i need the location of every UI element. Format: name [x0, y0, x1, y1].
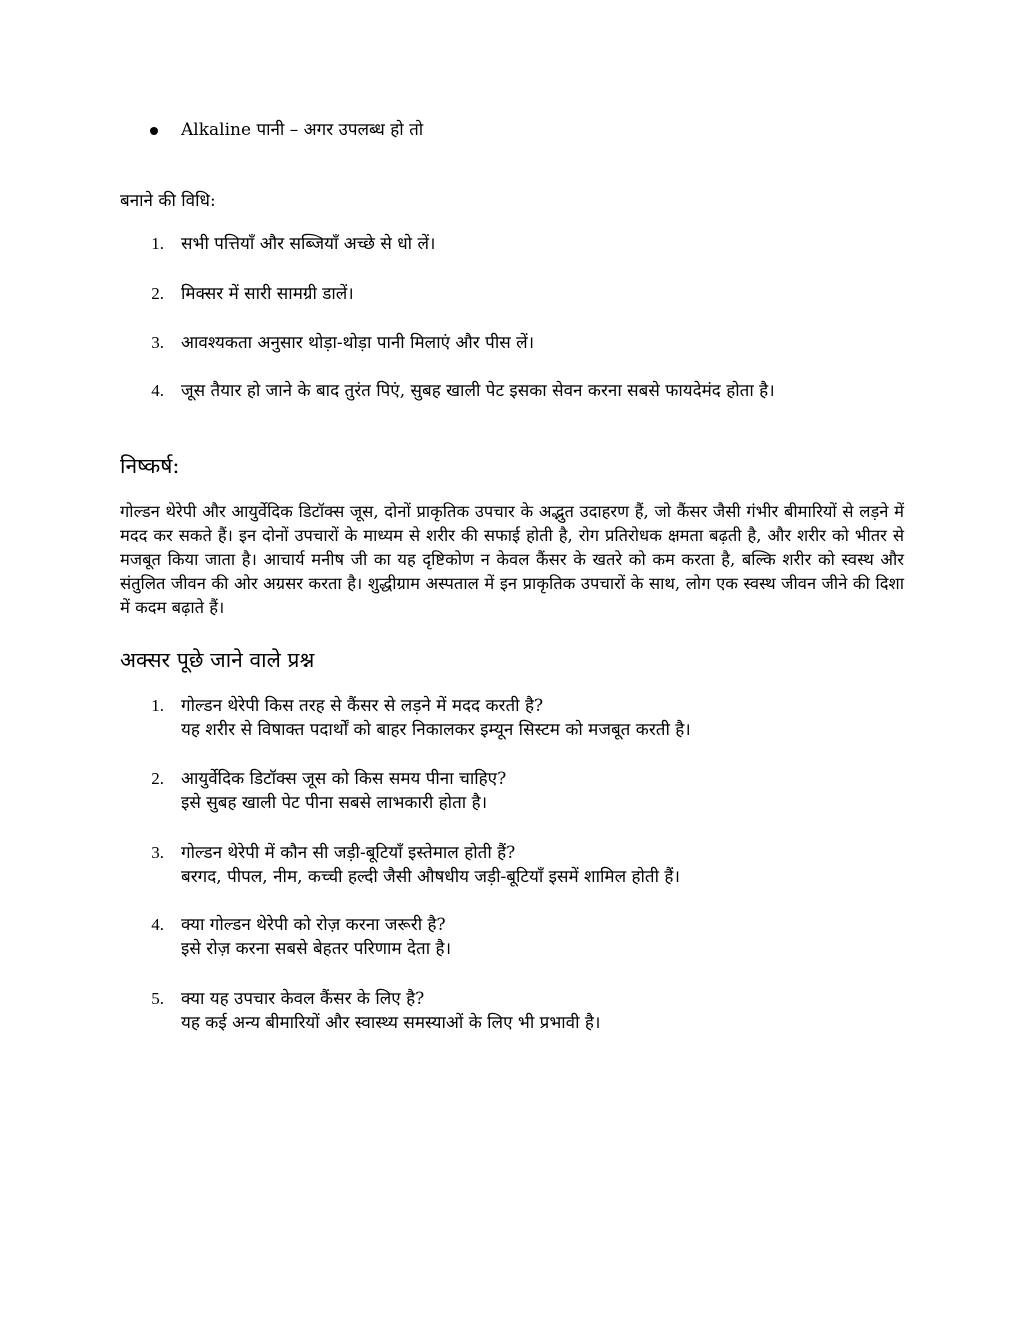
faq-question: आयुर्वेदिक डिटॉक्स जूस को किस समय पीना चाहिए?	[181, 769, 507, 789]
faq-number: 3.	[151, 843, 164, 862]
conclusion-paragraph: गोल्डन थेरेपी और आयुर्वेदिक डिटॉक्स जूस, दोनों प्राकृतिक उपचार के अद्भुत उदाहरण हैं, जो कैंसर जैसी गंभीर बीमारियों से लड़ने में मदद कर सकते हैं। इन दोनों उपचारों के माध्यम से शरीर की सफाई होती है, रोग प्रतिरोधक क्षमता बढ़ती है, और शरीर को भीतर से मजबूत किया जाता है। आचार्य मनीष जी का यह दृष्टिकोण न केवल कैंसर के खतरे को कम करता है, बल्कि शरीर को स्वस्थ और संतुलित जीवन की ओर अग्रसर करता है। शुद्धीग्राम अस्पताल में इन प्राकृतिक उपचारों के साथ, लोग एक स्वस्थ जीवन जीने की दिशा में कदम बढ़ाते हैं।	[120, 502, 904, 617]
faq-question: गोल्डन थेरेपी में कौन सी जड़ी-बूटियाँ इस्तेमाल होती हैं?	[181, 843, 516, 863]
faq-question: क्या गोल्डन थेरेपी को रोज़ करना जरूरी है?	[181, 915, 446, 935]
step-text: सभी पत्तियाँ और सब्जियाँ अच्छे से धो लें।	[181, 234, 436, 254]
step-text: जूस तैयार हो जाने के बाद तुरंत पिएं, सुबह खाली पेट इसका सेवन करना सबसे फायदेमंद होता है।	[181, 381, 775, 401]
faq-heading: अक्सर पूछे जाने वाले प्रश्न	[120, 648, 315, 672]
faq-number: 4.	[151, 915, 164, 934]
step-text: मिक्सर में सारी सामग्री डालें।	[181, 284, 354, 304]
bullet-dot-icon	[150, 127, 158, 135]
faq-answer: बरगद, पीपल, नीम, कच्ची हल्दी जैसी औषधीय जड़ी-बूटियाँ इसमें शामिल होती हैं।	[181, 867, 680, 887]
ingredient-item: Alkaline पानी – अगर उपलब्ध हो तो	[181, 120, 424, 140]
faq-number: 2.	[151, 769, 164, 788]
conclusion-heading: निष्कर्ष:	[120, 454, 180, 478]
faq-number: 1.	[151, 696, 164, 715]
faq-answer: यह शरीर से विषाक्त पदार्थों को बाहर निकालकर इम्यून सिस्टम को मजबूत करती है।	[181, 720, 691, 740]
step-number: 1.	[151, 234, 164, 253]
faq-answer: यह कई अन्य बीमारियों और स्वास्थ्य समस्याओं के लिए भी प्रभावी है।	[181, 1013, 601, 1033]
method-heading: बनाने की विधि:	[120, 191, 216, 211]
step-number: 3.	[151, 333, 164, 352]
faq-answer: इसे रोज़ करना सबसे बेहतर परिणाम देता है।	[181, 939, 452, 959]
step-text: आवश्यकता अनुसार थोड़ा-थोड़ा पानी मिलाएं और पीस लें।	[181, 333, 535, 353]
step-number: 4.	[151, 381, 164, 400]
faq-answer: इसे सुबह खाली पेट पीना सबसे लाभकारी होता है।	[181, 793, 488, 813]
step-number: 2.	[151, 284, 164, 303]
faq-number: 5.	[151, 989, 164, 1008]
faq-question: क्या यह उपचार केवल कैंसर के लिए है?	[181, 989, 425, 1009]
faq-question: गोल्डन थेरेपी किस तरह से कैंसर से लड़ने में मदद करती है?	[181, 696, 544, 716]
